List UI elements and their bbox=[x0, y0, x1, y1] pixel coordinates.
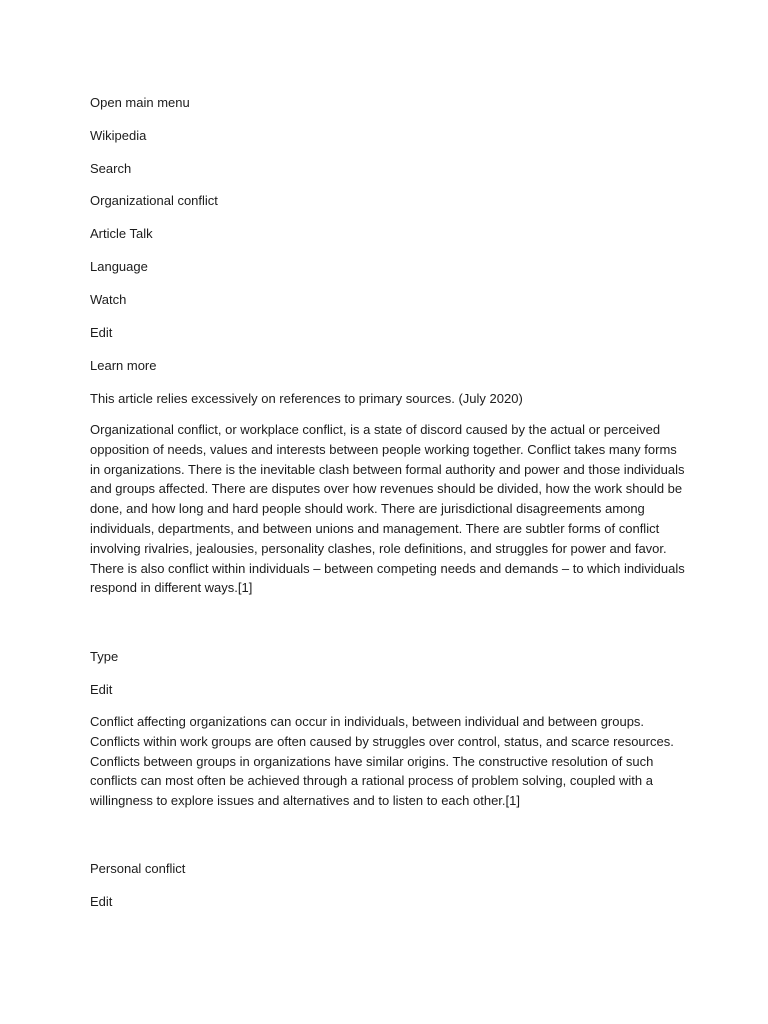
type-line: Conflicts between groups in organizations have similar origins. The constructive resolution of such bbox=[90, 753, 654, 769]
intro-line: done, and how long and hard people should work. There are jurisdictional disagreements among bbox=[90, 501, 645, 517]
language-button[interactable]: Language bbox=[90, 259, 148, 274]
search-link[interactable]: Search bbox=[90, 161, 132, 176]
intro-line: in organizations. There is the inevitable clash between formal authority and power and those individuals bbox=[90, 461, 685, 477]
open-main-menu-link[interactable]: Open main menu bbox=[90, 95, 190, 110]
edit-button[interactable]: Edit bbox=[90, 325, 113, 340]
page-title: Organizational conflict bbox=[90, 193, 218, 208]
intro-line: individuals, departments, and between unions and management. There are subtler forms of conflict bbox=[90, 520, 660, 536]
intro-line: There is also conflict within individuals – between competing needs and demands – to which individuals bbox=[90, 560, 685, 576]
intro-line: respond in different ways.[1] bbox=[90, 580, 253, 596]
type-line: conflicts can most often be achieved through a rational process of problem solving, coupled with a bbox=[90, 773, 653, 789]
edit-section-personal-button[interactable]: Edit bbox=[90, 894, 113, 909]
primary-sources-notice: This article relies excessively on references to primary sources. (July 2020) bbox=[90, 391, 523, 406]
intro-line: and groups affected. There are disputes over how revenues should be divided, how the work should be bbox=[90, 481, 683, 497]
article-talk-tabs[interactable]: Article Talk bbox=[90, 226, 153, 241]
edit-section-type-button[interactable]: Edit bbox=[90, 682, 113, 697]
site-name-link[interactable]: Wikipedia bbox=[90, 128, 147, 143]
type-line: Conflict affecting organizations can occur in individuals, between individual and between groups. bbox=[90, 714, 645, 729]
type-paragraph bbox=[90, 712, 680, 811]
intro-line: involving rivalries, jealousies, personality clashes, role definitions, and struggles for power and favor. bbox=[90, 540, 667, 556]
learn-more-link[interactable]: Learn more bbox=[90, 358, 157, 373]
intro-paragraph bbox=[90, 420, 685, 598]
section-heading-type: Type bbox=[90, 649, 119, 664]
intro-line: opposition of needs, values and interests between people working together. Conflict takes many forms bbox=[90, 441, 677, 457]
type-line: willingness to explore issues and alternatives and to listen to each other.[1] bbox=[90, 793, 520, 809]
watch-button[interactable]: Watch bbox=[90, 292, 127, 307]
section-heading-personal-conflict: Personal conflict bbox=[90, 861, 186, 876]
intro-line: Organizational conflict, or workplace conflict, is a state of discord caused by the actual or perceived bbox=[90, 422, 661, 437]
type-line: Conflicts within work groups are often caused by struggles over control, status, and scarce resources. bbox=[90, 733, 674, 749]
